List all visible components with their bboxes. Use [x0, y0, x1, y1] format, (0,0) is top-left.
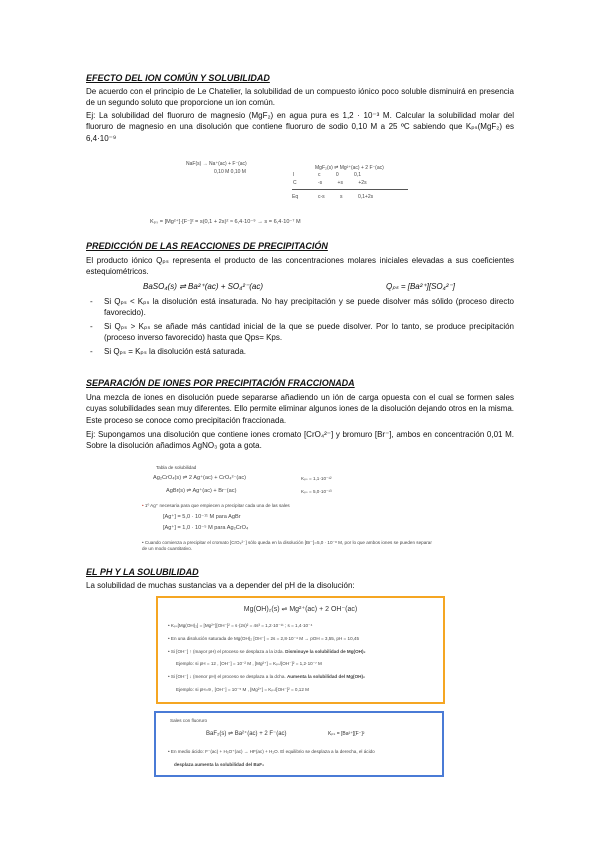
mgoh2-ejemplo-ph12: Ejemplo: si pH = 12 , [OH⁻] = 10⁻² M , [Mg²⁺] = Kₚₛ/[OH⁻]² = 1,2·10⁻⁷ M — [176, 661, 322, 666]
handwritten-ag-agbr: [Ag⁺] = 5,0 · 10⁻¹¹ M para AgBr — [163, 514, 241, 520]
handwritten-ag-necesaria — [142, 503, 290, 509]
section-title-ion-comun: EFECTO DEL ION COMÚN Y SOLUBILIDAD — [86, 73, 270, 83]
section-title-separacion: SEPARACIÓN DE IONES POR PRECIPITACIÓN FRACCIONADA — [86, 378, 355, 388]
ice-label-i: I — [293, 172, 295, 178]
ice-label-c: C — [293, 180, 297, 186]
mgoh2-saturada-text: En una disolución saturada de Mg(OH)₂ [OH⁻] = 2s = 2,8·10⁻⁴ M → pOH = 3,55, pH = 10,45 — [170, 636, 360, 641]
baf2-acid-line — [168, 749, 440, 755]
mgoh2-equation: Mg(OH)₂(s) ⇌ Mg²⁺(ac) + 2 OH⁻(ac) — [243, 606, 358, 613]
handwritten-mgf2-equilibrium: MgF₂(s) ⇌ Mg²⁺(ac) + 2 F⁻(ac) — [315, 165, 384, 171]
mgoh2-menor-ph-line — [168, 674, 365, 680]
paragraph-example-mgf2: Ej: La solubilidad del fluoruro de magnesio (MgF₂) en agua pura es 1,2 · 10⁻³ M. Calcular la solubilidad molar del fluoruro de magnesio en una disolución que contiene fluoruro de sodio 0,10 M a 25 ºC sabiendo que Kₚₛ(MgF₂) es 6,4·10⁻⁹ — [86, 111, 514, 143]
handwritten-conclusion-text: Cuando comienza a precipitar el cromato [CrO₄²⁻] sólo queda en la disolución [Br⁻]=5,0 · 10⁻⁸ M, por lo que ambos iones se pueden separar de un modo cuantitativo. — [142, 540, 432, 552]
mgoh2-ejemplo-ph9: Ejemplo: si pH=9 , [OH⁻] = 10⁻⁵ M , [Mg²⁺] = Kₚₛ/[OH⁻]² = 0,12 M — [176, 687, 309, 692]
handwritten-agbr-eq: AgBr(s) ⇌ Ag⁺(ac) + Br⁻(ac) — [166, 488, 237, 494]
paragraph-ph-solubilidad: La solubilidad de muchas sustancias va a depender del pH de la disolución: — [86, 581, 355, 590]
baf2-equation: BaF₂(s) ⇌ Ba²⁺(ac) + 2 F⁻(ac) — [206, 731, 287, 737]
bullet-icon: • — [168, 636, 170, 641]
handwritten-ag2cro4-eq: Ag₂CrO₄(s) ⇌ 2 Ag⁺(ac) + CrO₄²⁻(ac) — [153, 475, 247, 481]
bullet-q-less-k: - Si Qₚₛ < Kₚₛ la disolución está insaturada. No hay precipitación y se puede disolver más sólido (proceso directo favorecido). — [104, 296, 514, 319]
bullet-icon: • — [168, 623, 170, 628]
baf2-ksp: Kₚₛ = [Ba²⁺][F⁻]² — [328, 731, 365, 737]
baf2-acid-text: En medio ácido: F⁻(ac) + H₃O⁺(ac) → HF(ac) + H₂O. El equilibrio se desplaza a la derecha, el ácido — [170, 749, 375, 754]
mgoh2-ksp-text: Kₚₛ[Mg(OH)₂] = [Mg²⁺][OH⁻]² = s·(2s)² = 4s³ = 1,2·10⁻¹¹ ; s = 1,4·10⁻⁴ — [170, 623, 313, 628]
bullet-q-greater-k: - Si Qₚₛ > Kₚₛ se añade más cantidad inicial de la que se puede disolver. Por lo tanto, se produce precipitación (proceso inverso favorecido) hasta que Qps= Kps. — [104, 321, 514, 344]
handwritten-agbr-ksp: Kₚₛ = 5,0·10⁻¹³ — [301, 489, 332, 494]
paragraph-example-cromato: Ej: Supongamos una disolución que contiene iones cromato [CrO₄²⁻] y bromuro [Br⁻], ambos en concentración 0,01 M. Sobre la disolución añadimos AgNO₃ gota a gota. — [86, 430, 514, 451]
red-bullet-icon: • — [142, 503, 144, 508]
handwritten-naf-conc: 0,10 M 0,10 M — [214, 169, 246, 175]
ice-divider — [292, 189, 408, 190]
equation-baso4: BaSO₄(s) ⇌ Ba²⁺(ac) + SO₄²⁻(ac) — [143, 282, 264, 291]
mgoh2-aumenta-text: Aumenta la solubilidad del Mg(OH)₂ — [286, 674, 366, 679]
ice-row-equilibrium: c-s s 0,1+2s — [318, 194, 374, 200]
ice-row-initial: c 0 0,1 — [318, 172, 362, 178]
bullet-icon: • — [168, 649, 170, 654]
section-title-prediccion: PREDICCIÓN DE LAS REACCIONES DE PRECIPITACIÓN — [86, 241, 328, 251]
handwritten-ag-ag2cro4: [Ag⁺] = 1,0 · 10⁻⁵ M para Ag₂CrO₄ — [163, 525, 249, 531]
orange-box-mgoh2 — [156, 596, 445, 704]
mgoh2-menor-ph-text: Si [OH⁻] ↓ (menor pH) el proceso se desplaza a la dcha. — [170, 674, 287, 679]
baf2-title: Sales con fluoruro — [170, 718, 208, 723]
mgoh2-mayor-ph-text: Si [OH⁻] ↑ (mayor pH) el proceso se desplaza a la izda. — [170, 649, 286, 654]
blue-box-baf2 — [154, 711, 444, 777]
paragraph-precipitacion-fraccionada: Una mezcla de iones en disolución puede separarse añadiendo un ión de carga opuesta con el cual se formen sales cuyas solubilidades sean muy diferentes. Ello permite eliminar algunos iones de la disolución dejando otros en la misma. Este proceso se conoce como precipitación fraccionada. — [86, 393, 514, 425]
handwritten-ksp-result: Kₚₛ = [Mg²⁺]·[F⁻]² = s(0,1 + 2s)² ≈ 6,4·10⁻⁹ → s = 6,4·10⁻⁷ M — [150, 219, 301, 225]
mgoh2-disminuye-text: Disminuye la solubilidad de Mg(OH)₂ — [285, 649, 366, 654]
section-title-ph: EL PH Y LA SOLUBILIDAD — [86, 567, 199, 577]
mgoh2-ksp-line — [168, 623, 312, 629]
bullet-icon: • — [142, 540, 144, 545]
baf2-solubility-line: desplaza aumenta la solubilidad del BaF₂ — [174, 762, 265, 767]
paragraph-le-chatelier: De acuerdo con el principio de Le Chatelier, la solubilidad de un compuesto iónico poco soluble disminuirá en presencia de un segundo soluto que proporcione un ion común. — [86, 87, 514, 108]
mgoh2-saturada-line — [168, 636, 359, 642]
mgoh2-mayor-ph-line — [168, 649, 366, 655]
handwritten-tabla: Tabla de solubilidad — [156, 465, 197, 470]
handwritten-naf-dissociation: NaF(s) → Na⁺(ac) + F⁻(ac) — [186, 161, 247, 167]
equation-qps-baso4: Qₚₛ = [Ba²⁺][SO₄²⁻] — [386, 282, 455, 291]
handwritten-conclusion — [142, 540, 432, 553]
bullet-icon: • — [168, 674, 170, 679]
handwritten-ag-necesaria-text: 1º Ag⁺ necesaria para que empiecen a precipitar cada una de las sales — [144, 503, 290, 508]
bullet-q-equal-k: - Si Qₚₛ = Kₚₛ la disolución está saturada. — [104, 346, 514, 357]
bullet-icon: • — [168, 749, 170, 754]
handwritten-ag2cro4-ksp: Kₚₛ = 1,1·10⁻¹² — [301, 476, 332, 481]
ice-label-eq: Eq — [292, 194, 299, 200]
paragraph-producto-ionico: El producto iónico Qₚₛ representa el producto de las concentraciones molares iniciales elevadas a sus coeficientes estequiométricos. — [86, 256, 514, 277]
ice-row-change: -s +s +2s — [318, 180, 367, 186]
